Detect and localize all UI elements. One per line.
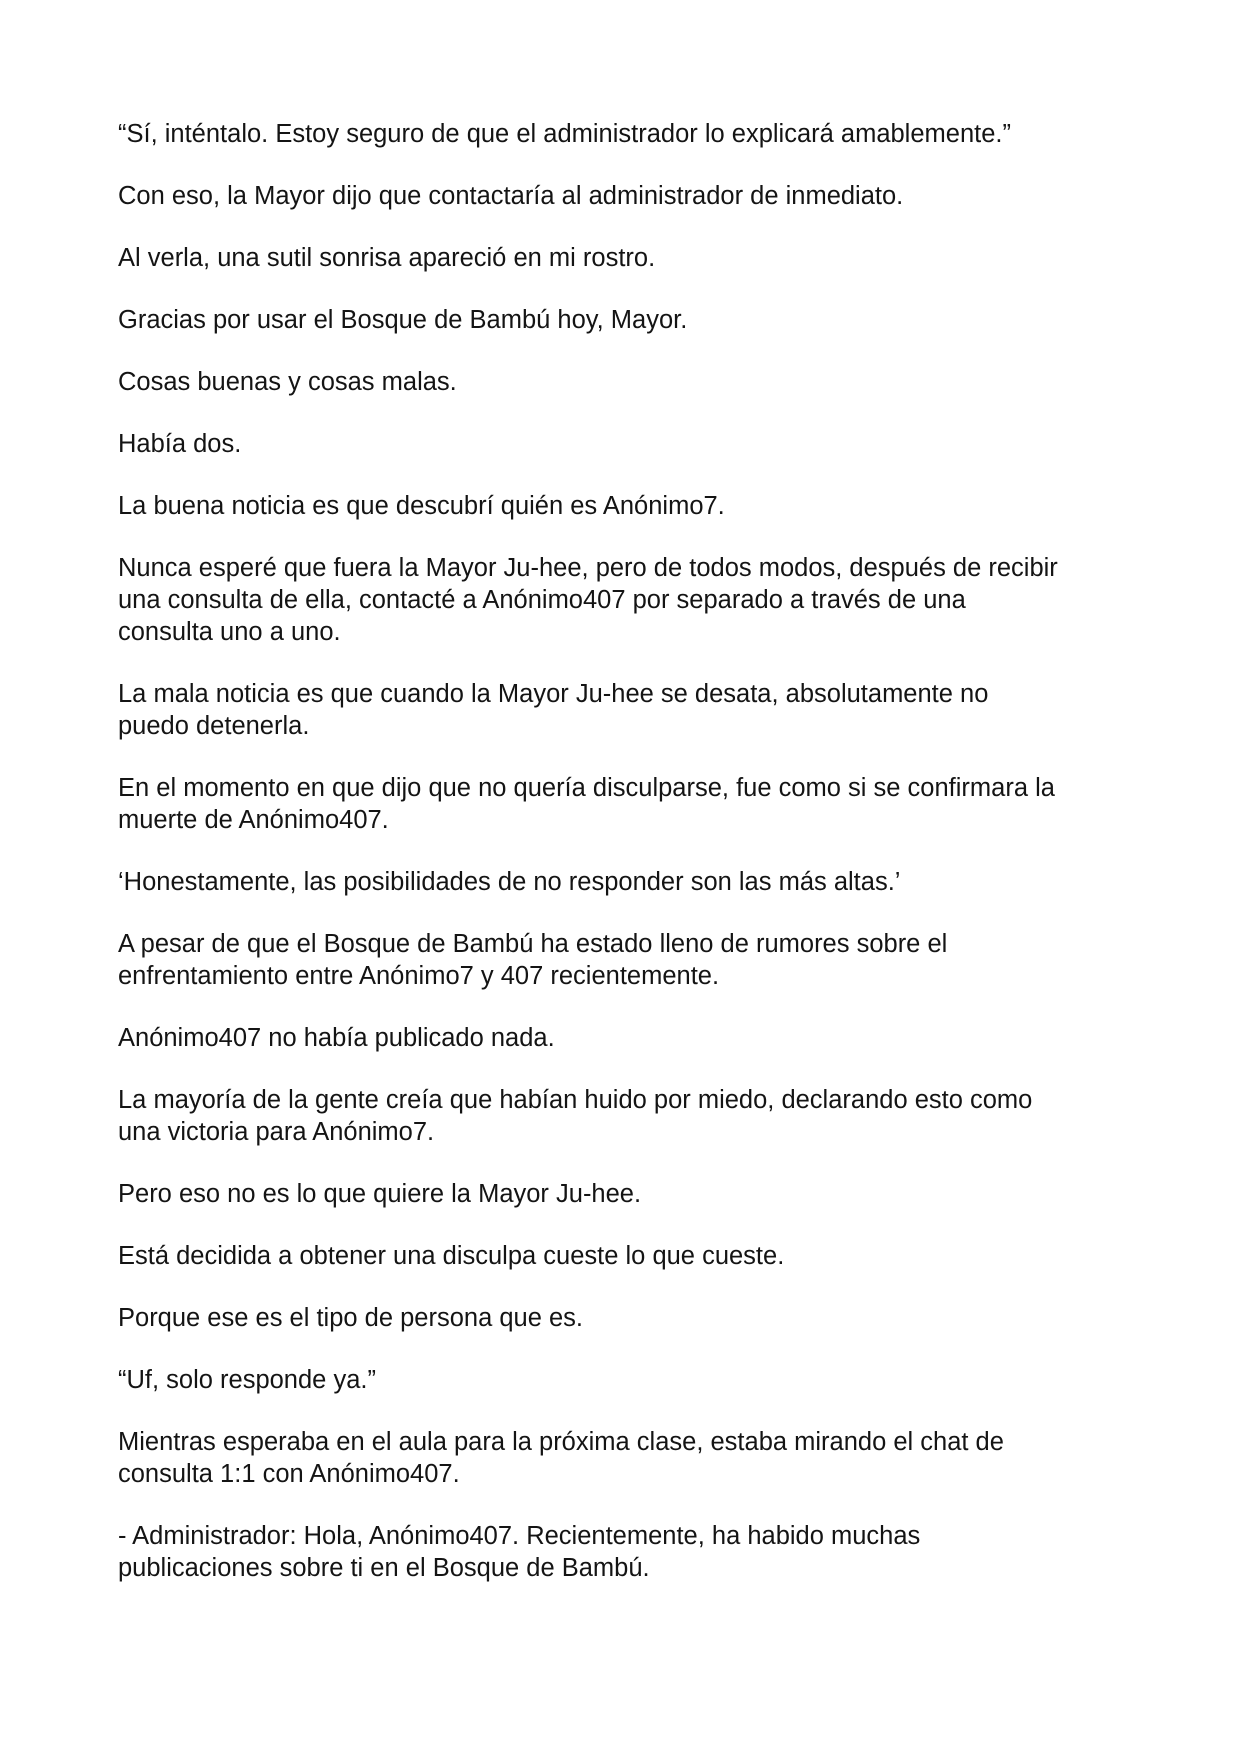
paragraph: Cosas buenas y cosas malas. (118, 368, 457, 396)
paragraph: En el momento en que dijo que no quería disculparse, fue como si se confirmara la muerte de Anónimo407. (118, 774, 1055, 834)
paragraph: Nunca esperé que fuera la Mayor Ju-hee, pero de todos modos, después de recibir una consulta de ella, contacté a Anónimo407 por separado a través de una consulta uno a uno. (118, 554, 1058, 646)
paragraph: “Sí, inténtalo. Estoy seguro de que el administrador lo explicará amablemente.” (118, 120, 1011, 148)
paragraph: ‘Honestamente, las posibilidades de no responder son las más altas.’ (118, 868, 901, 896)
paragraph: Anónimo407 no había publicado nada. (118, 1024, 555, 1052)
paragraph: La buena noticia es que descubrí quién es Anónimo7. (118, 492, 725, 520)
paragraph: Había dos. (118, 430, 242, 458)
paragraph: A pesar de que el Bosque de Bambú ha estado lleno de rumores sobre el enfrentamiento entre Anónimo7 y 407 recientemente. (118, 930, 948, 990)
paragraph: Con eso, la Mayor dijo que contactaría al administrador de inmediato. (118, 182, 904, 210)
paragraph: La mayoría de la gente creía que habían huido por miedo, declarando esto como una victoria para Anónimo7. (118, 1086, 1033, 1146)
paragraph: Pero eso no es lo que quiere la Mayor Ju-hee. (118, 1180, 642, 1208)
paragraph: Gracias por usar el Bosque de Bambú hoy, Mayor. (118, 306, 688, 334)
document-body (118, 118, 1128, 1614)
paragraph: Está decidida a obtener una disculpa cueste lo que cueste. (118, 1242, 785, 1270)
paragraph: “Uf, solo responde ya.” (118, 1366, 376, 1394)
paragraph: Mientras esperaba en el aula para la próxima clase, estaba mirando el chat de consulta 1:1 con Anónimo407. (118, 1428, 1004, 1488)
paragraph: La mala noticia es que cuando la Mayor Ju-hee se desata, absolutamente no puedo detenerla. (118, 680, 989, 740)
paragraph: Al verla, una sutil sonrisa apareció en mi rostro. (118, 244, 656, 272)
paragraph: - Administrador: Hola, Anónimo407. Recientemente, ha habido muchas publicaciones sobre ti en el Bosque de Bambú. (118, 1522, 921, 1582)
paragraph: Porque ese es el tipo de persona que es. (118, 1304, 583, 1332)
